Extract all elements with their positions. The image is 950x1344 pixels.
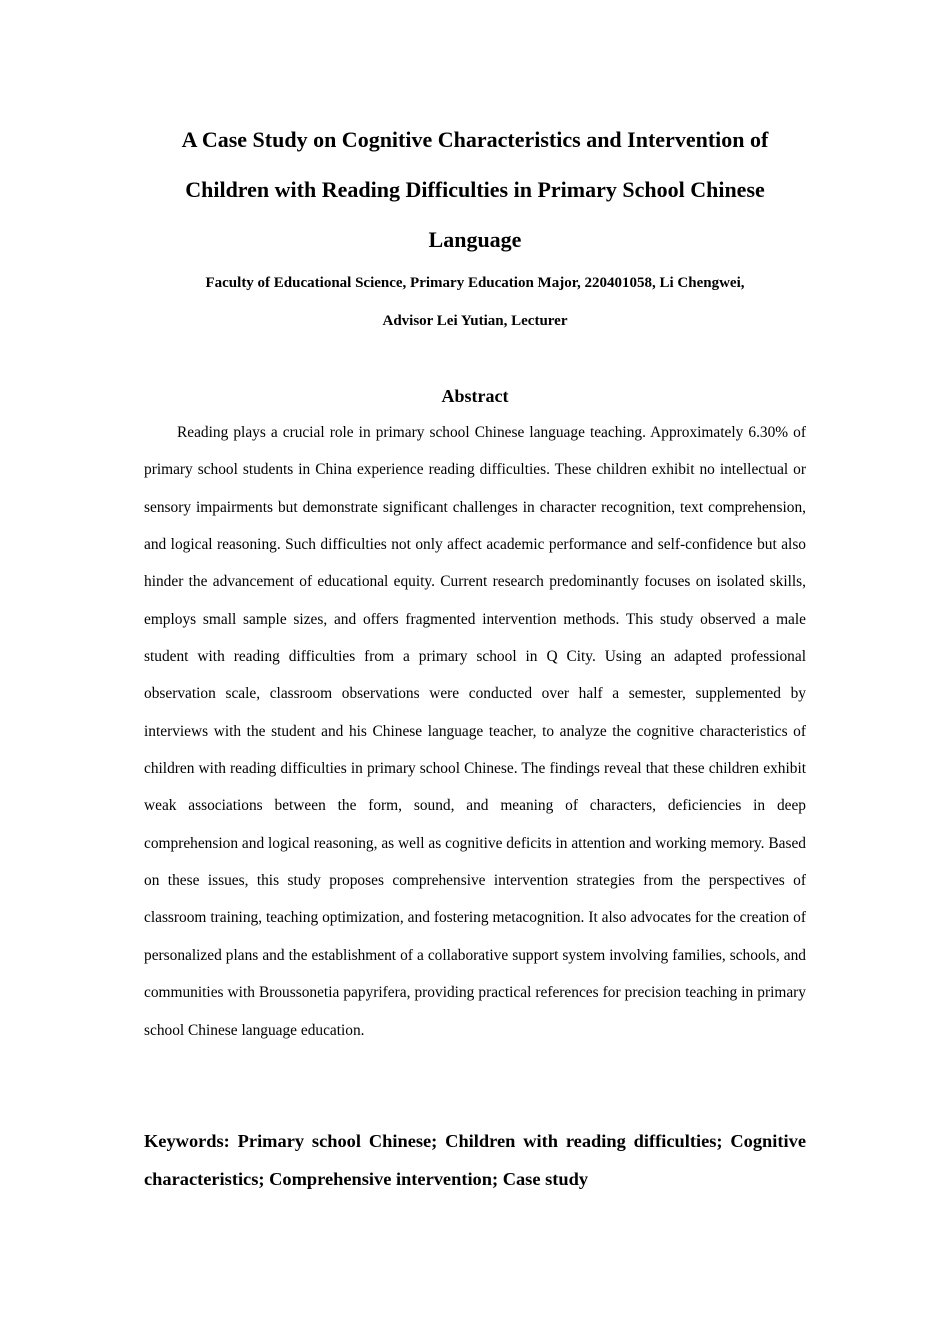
author-affiliation: [144, 265, 806, 340]
affiliation-line-2: Advisor Lei Yutian, Lecturer: [382, 312, 568, 329]
affiliation-line-1: Faculty of Educational Science, Primary Education Major, 220401058, Li Chengwei,: [205, 275, 745, 291]
abstract-heading: Abstract: [441, 386, 509, 406]
abstract-body: Reading plays a crucial role in primary school Chinese language teaching. Approximately 6.30% of primary school students in China experience reading difficulties. These children exhibit no intellectual or sensory impairments but demonstrate significant challenges in character recognition, text comprehension, and logical reasoning. Such difficulties not only affect academic performance and self-confidence but also hinder the advancement of educational equity. Current research predominantly focuses on isolated skills, employs small sample sizes, and offers fragmented intervention methods. This study observed a male student with reading difficulties from a primary school in Q City. Using an adapted professional observation scale, classroom observations were conducted over half a semester, supplemented by interviews with the student and his Chinese language teacher, to analyze the cognitive characteristics of children with reading difficulties in primary school Chinese. The findings reveal that these children exhibit weak associations between the form, sound, and meaning of characters, deficiencies in deep comprehension and logical reasoning, as well as cognitive deficits in attention and working memory. Based on these issues, this study proposes comprehensive intervention strategies from the perspectives of classroom training, teaching optimization, and fostering metacognition. It also advocates for the creation of personalized plans and the establishment of a collaborative support system involving families, schools, and communities with Broussonetia papyrifera, providing practical references for precision teaching in primary school Chinese language education.: [144, 424, 806, 1039]
paper-title: A Case Study on Cognitive Characteristics and Intervention of Children with Reading Difficulties in Primary School Chinese Language: [181, 127, 769, 252]
keywords: Keywords: Primary school Chinese; Children with reading difficulties; Cognitive characteristics; Comprehensive intervention; Case study: [144, 1131, 806, 1189]
